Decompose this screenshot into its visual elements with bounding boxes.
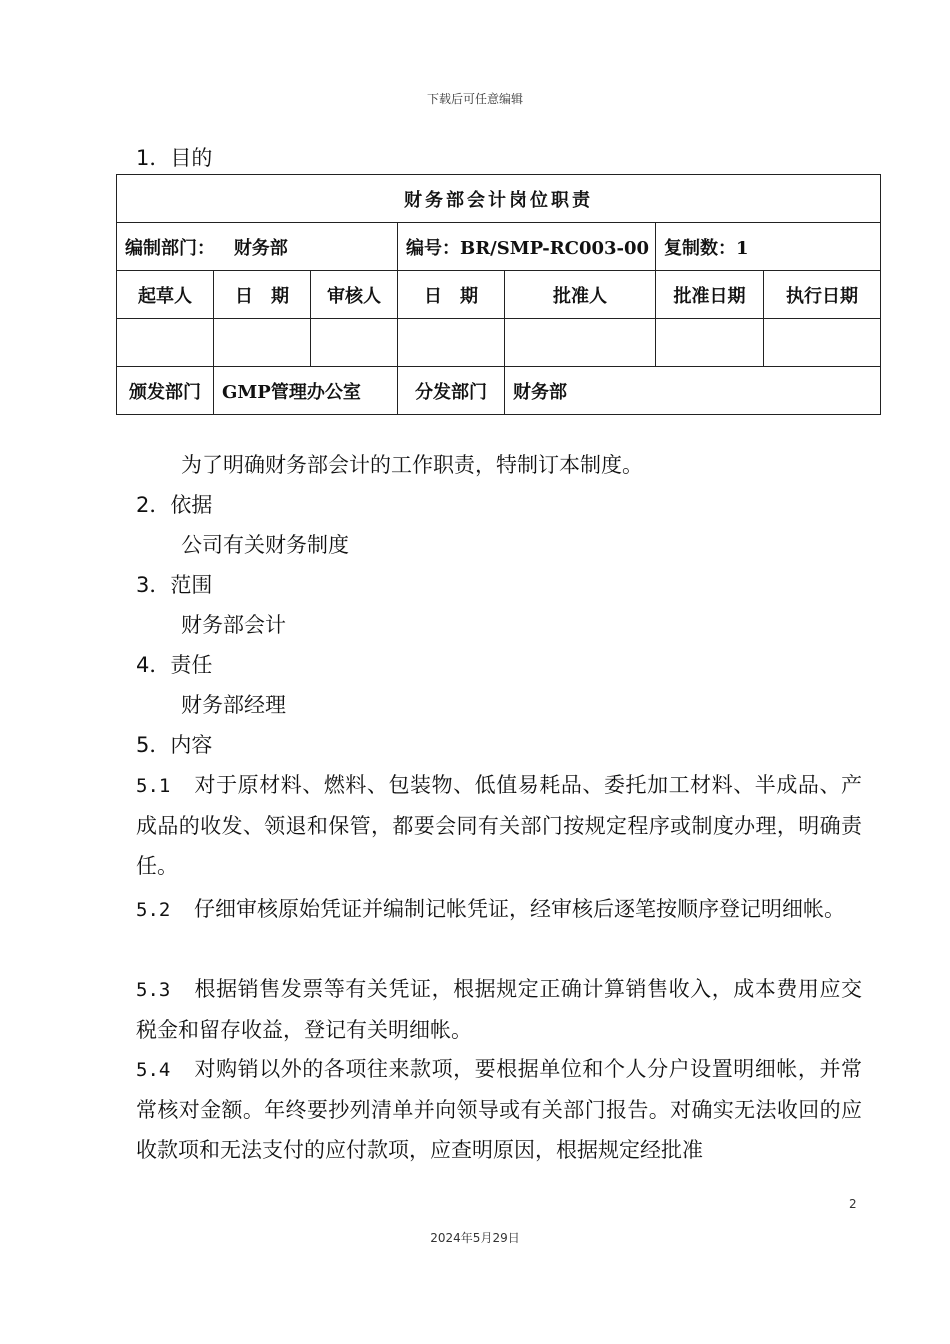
copies-value: 1: [736, 237, 749, 259]
table-title: 财务部会计岗位职责: [117, 175, 881, 223]
item-number: 5.4: [136, 1059, 171, 1081]
section-5-heading: 5．内容: [136, 733, 213, 757]
section-3-text: 财务部会计: [181, 613, 286, 637]
empty-cell: [656, 319, 764, 367]
empty-cell: [505, 319, 656, 367]
empty-cell: [214, 319, 311, 367]
section-2-heading: 2．依据: [136, 493, 213, 517]
empty-cell: [764, 319, 881, 367]
item-number: 5.2: [136, 899, 171, 921]
copies-cell: [656, 223, 881, 271]
col-drafter: 起草人: [117, 271, 214, 319]
item-number: 5.3: [136, 979, 171, 1001]
dept-cell: [117, 223, 398, 271]
item-text: 根据销售发票等有关凭证，根据规定正确计算销售收入，成本费用应交税金和留存收益，登记有关明细帐。: [136, 977, 862, 1042]
col-effective-date: 执行日期: [764, 271, 881, 319]
col-approver: 批准人: [505, 271, 656, 319]
item-text: 对于原材料、燃料、包装物、低值易耗品、委托加工材料、半成品、产成品的收发、领退和保管，都要会同有关部门按规定程序或制度办理，明确责任。: [136, 773, 862, 878]
page-number: 2: [849, 1197, 857, 1211]
header-note: 下载后可任意编辑: [426, 92, 523, 106]
section-1-heading: 1．目的: [136, 146, 213, 170]
col-approval-date: 批准日期: [656, 271, 764, 319]
col-date-2: 日 期: [398, 271, 505, 319]
code-label: 编号：: [406, 237, 460, 259]
section-4-heading: 4．责任: [136, 653, 213, 677]
dist-dept-label: 分发部门: [398, 367, 505, 415]
content-item-5-3: [136, 969, 862, 1050]
code-value: BR/SMP-RC003-00: [460, 237, 650, 259]
section-4-text: 财务部经理: [181, 693, 286, 717]
empty-cell: [117, 319, 214, 367]
dept-value: 财务部: [233, 237, 288, 259]
code-cell: [398, 223, 656, 271]
item-text: 仔细审核原始凭证并编制记帐凭证，经审核后逐笔按顺序登记明细帐。: [194, 897, 845, 921]
item-text: 对购销以外的各项往来款项，要根据单位和个人分户设置明细帐，并常常核对金额。年终要抄列清单并向领导或有关部门报告。对确实无法收回的应收款项和无法支付的应付款项，应查明原因，根据规定经批准: [136, 1057, 862, 1162]
content-item-5-1: [136, 765, 862, 886]
col-date-1: 日 期: [214, 271, 311, 319]
section-2-text: 公司有关财务制度: [181, 533, 349, 557]
dist-dept-value: 财务部: [505, 367, 881, 415]
issue-dept-value: GMP管理办公室: [214, 367, 398, 415]
content-item-5-2: [136, 889, 862, 930]
issue-dept-label: 颁发部门: [117, 367, 214, 415]
document-info-table: [116, 174, 881, 415]
item-number: 5.1: [136, 775, 171, 797]
footer-date: 2024年5月29日: [430, 1231, 520, 1245]
purpose-text: 为了明确财务部会计的工作职责，特制订本制度。: [181, 453, 643, 477]
copies-label: 复制数：: [664, 237, 736, 259]
empty-cell: [311, 319, 398, 367]
content-item-5-4: [136, 1049, 862, 1170]
section-3-heading: 3．范围: [136, 573, 213, 597]
col-reviewer: 审核人: [311, 271, 398, 319]
empty-cell: [398, 319, 505, 367]
dept-label: 编制部门：: [125, 237, 215, 259]
